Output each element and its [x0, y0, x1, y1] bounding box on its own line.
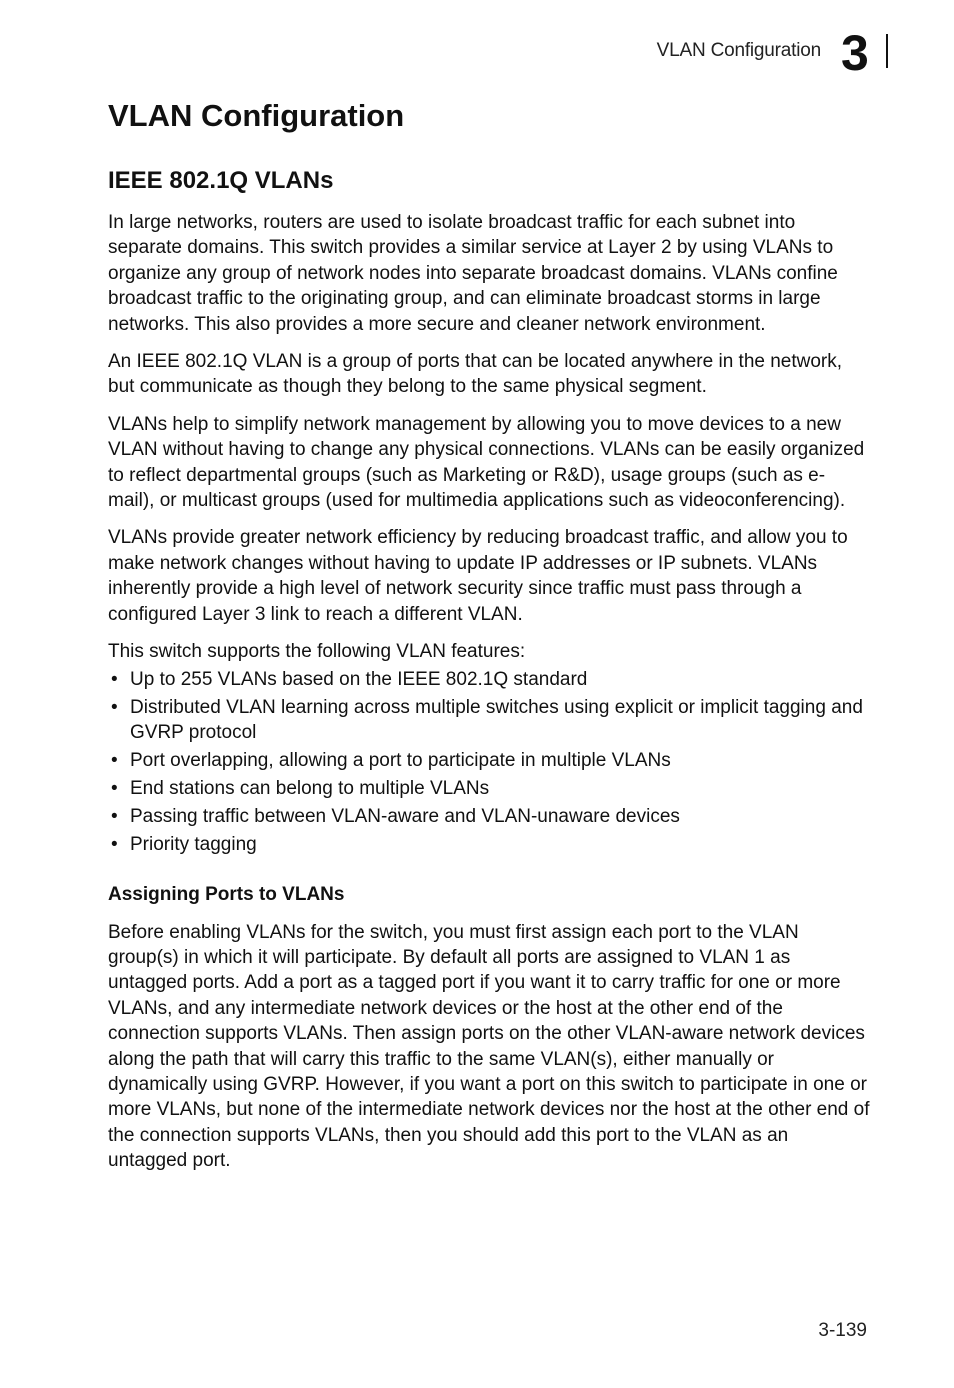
list-item	[108, 804, 870, 829]
paragraph: VLANs help to simplify network management by allowing you to move devices to a new VLAN without having to change any physical connections. VLANs can be easily organized to reflect departmental groups (such as Marketing or R&D), usage groups (such as e-mail), or multicast groups (used for multimedia applications such as videoconferencing).	[108, 413, 865, 512]
bullet: •	[111, 805, 118, 827]
running-header-title: VLAN Configuration	[656, 40, 821, 61]
bullet: •	[111, 696, 118, 718]
page-title: VLAN Configuration	[108, 98, 405, 133]
list-item-text: Priority tagging	[130, 833, 257, 855]
paragraph: In large networks, routers are used to isolate broadcast traffic for each subnet into separate domains. This switch provides a similar service at Layer 2 by using VLANs to organize any group of network nodes into separate broadcast domains. VLANs confine broadcast traffic to the originating group, and can eliminate broadcast storms in large networks. This also provides a more secure and cleaner network environment.	[108, 212, 838, 335]
paragraph: An IEEE 802.1Q VLAN is a group of ports that can be located anywhere in the network, but communicate as though they belong to the same physical segment.	[108, 351, 843, 398]
list-item	[108, 695, 870, 745]
features-list	[108, 667, 870, 857]
section-heading: IEEE 802.1Q VLANs	[108, 167, 334, 194]
bullet: •	[111, 833, 118, 855]
bullet: •	[111, 749, 118, 771]
list-item-text: Passing traffic between VLAN-aware and VLAN-unaware devices	[130, 805, 680, 827]
list-item	[108, 776, 870, 801]
bullet: •	[111, 777, 118, 799]
bullet: •	[111, 668, 118, 690]
features-intro: This switch supports the following VLAN features:	[108, 641, 526, 663]
list-item	[108, 748, 870, 773]
chapter-rule	[886, 34, 888, 68]
section-body	[108, 210, 870, 1186]
list-item-text: Distributed VLAN learning across multiple switches using explicit or implicit tagging and GVRP protocol	[130, 696, 863, 743]
paragraph: VLANs provide greater network efficiency by reducing broadcast traffic, and allow you to make network changes without having to update IP addresses or IP subnets. VLANs inherently provide a high level of network security since traffic must pass through a configured Layer 3 link to reach a different VLAN.	[108, 527, 848, 625]
list-item	[108, 832, 870, 857]
page-number: 3-139	[818, 1320, 867, 1341]
chapter-number: 3	[841, 25, 869, 81]
list-item-text: Port overlapping, allowing a port to participate in multiple VLANs	[130, 749, 671, 771]
list-item-text: End stations can belong to multiple VLANs	[130, 777, 490, 799]
paragraph: Before enabling VLANs for the switch, you must first assign each port to the VLAN group(s) in which it will participate. By default all ports are assigned to VLAN 1 as untagged ports. Add a port as a tagged port if you want it to carry traffic for one or more VLANs, and any intermediate network devices or the host at the other end of the connection supports VLANs. Then assign ports on the other VLAN-aware network devices along the path that will carry this traffic to the same VLAN(s), either manually or dynamically using GVRP. However, if you want a port on this switch to participate in one or more VLANs, but none of the intermediate network devices nor the host at the other end of the connection supports VLANs, then you should add this port to the VLAN as an untagged port.	[108, 921, 870, 1172]
list-item-text: Up to 255 VLANs based on the IEEE 802.1Q standard	[130, 668, 588, 690]
list-item	[108, 667, 870, 692]
subsection-heading: Assigning Ports to VLANs	[108, 883, 345, 905]
